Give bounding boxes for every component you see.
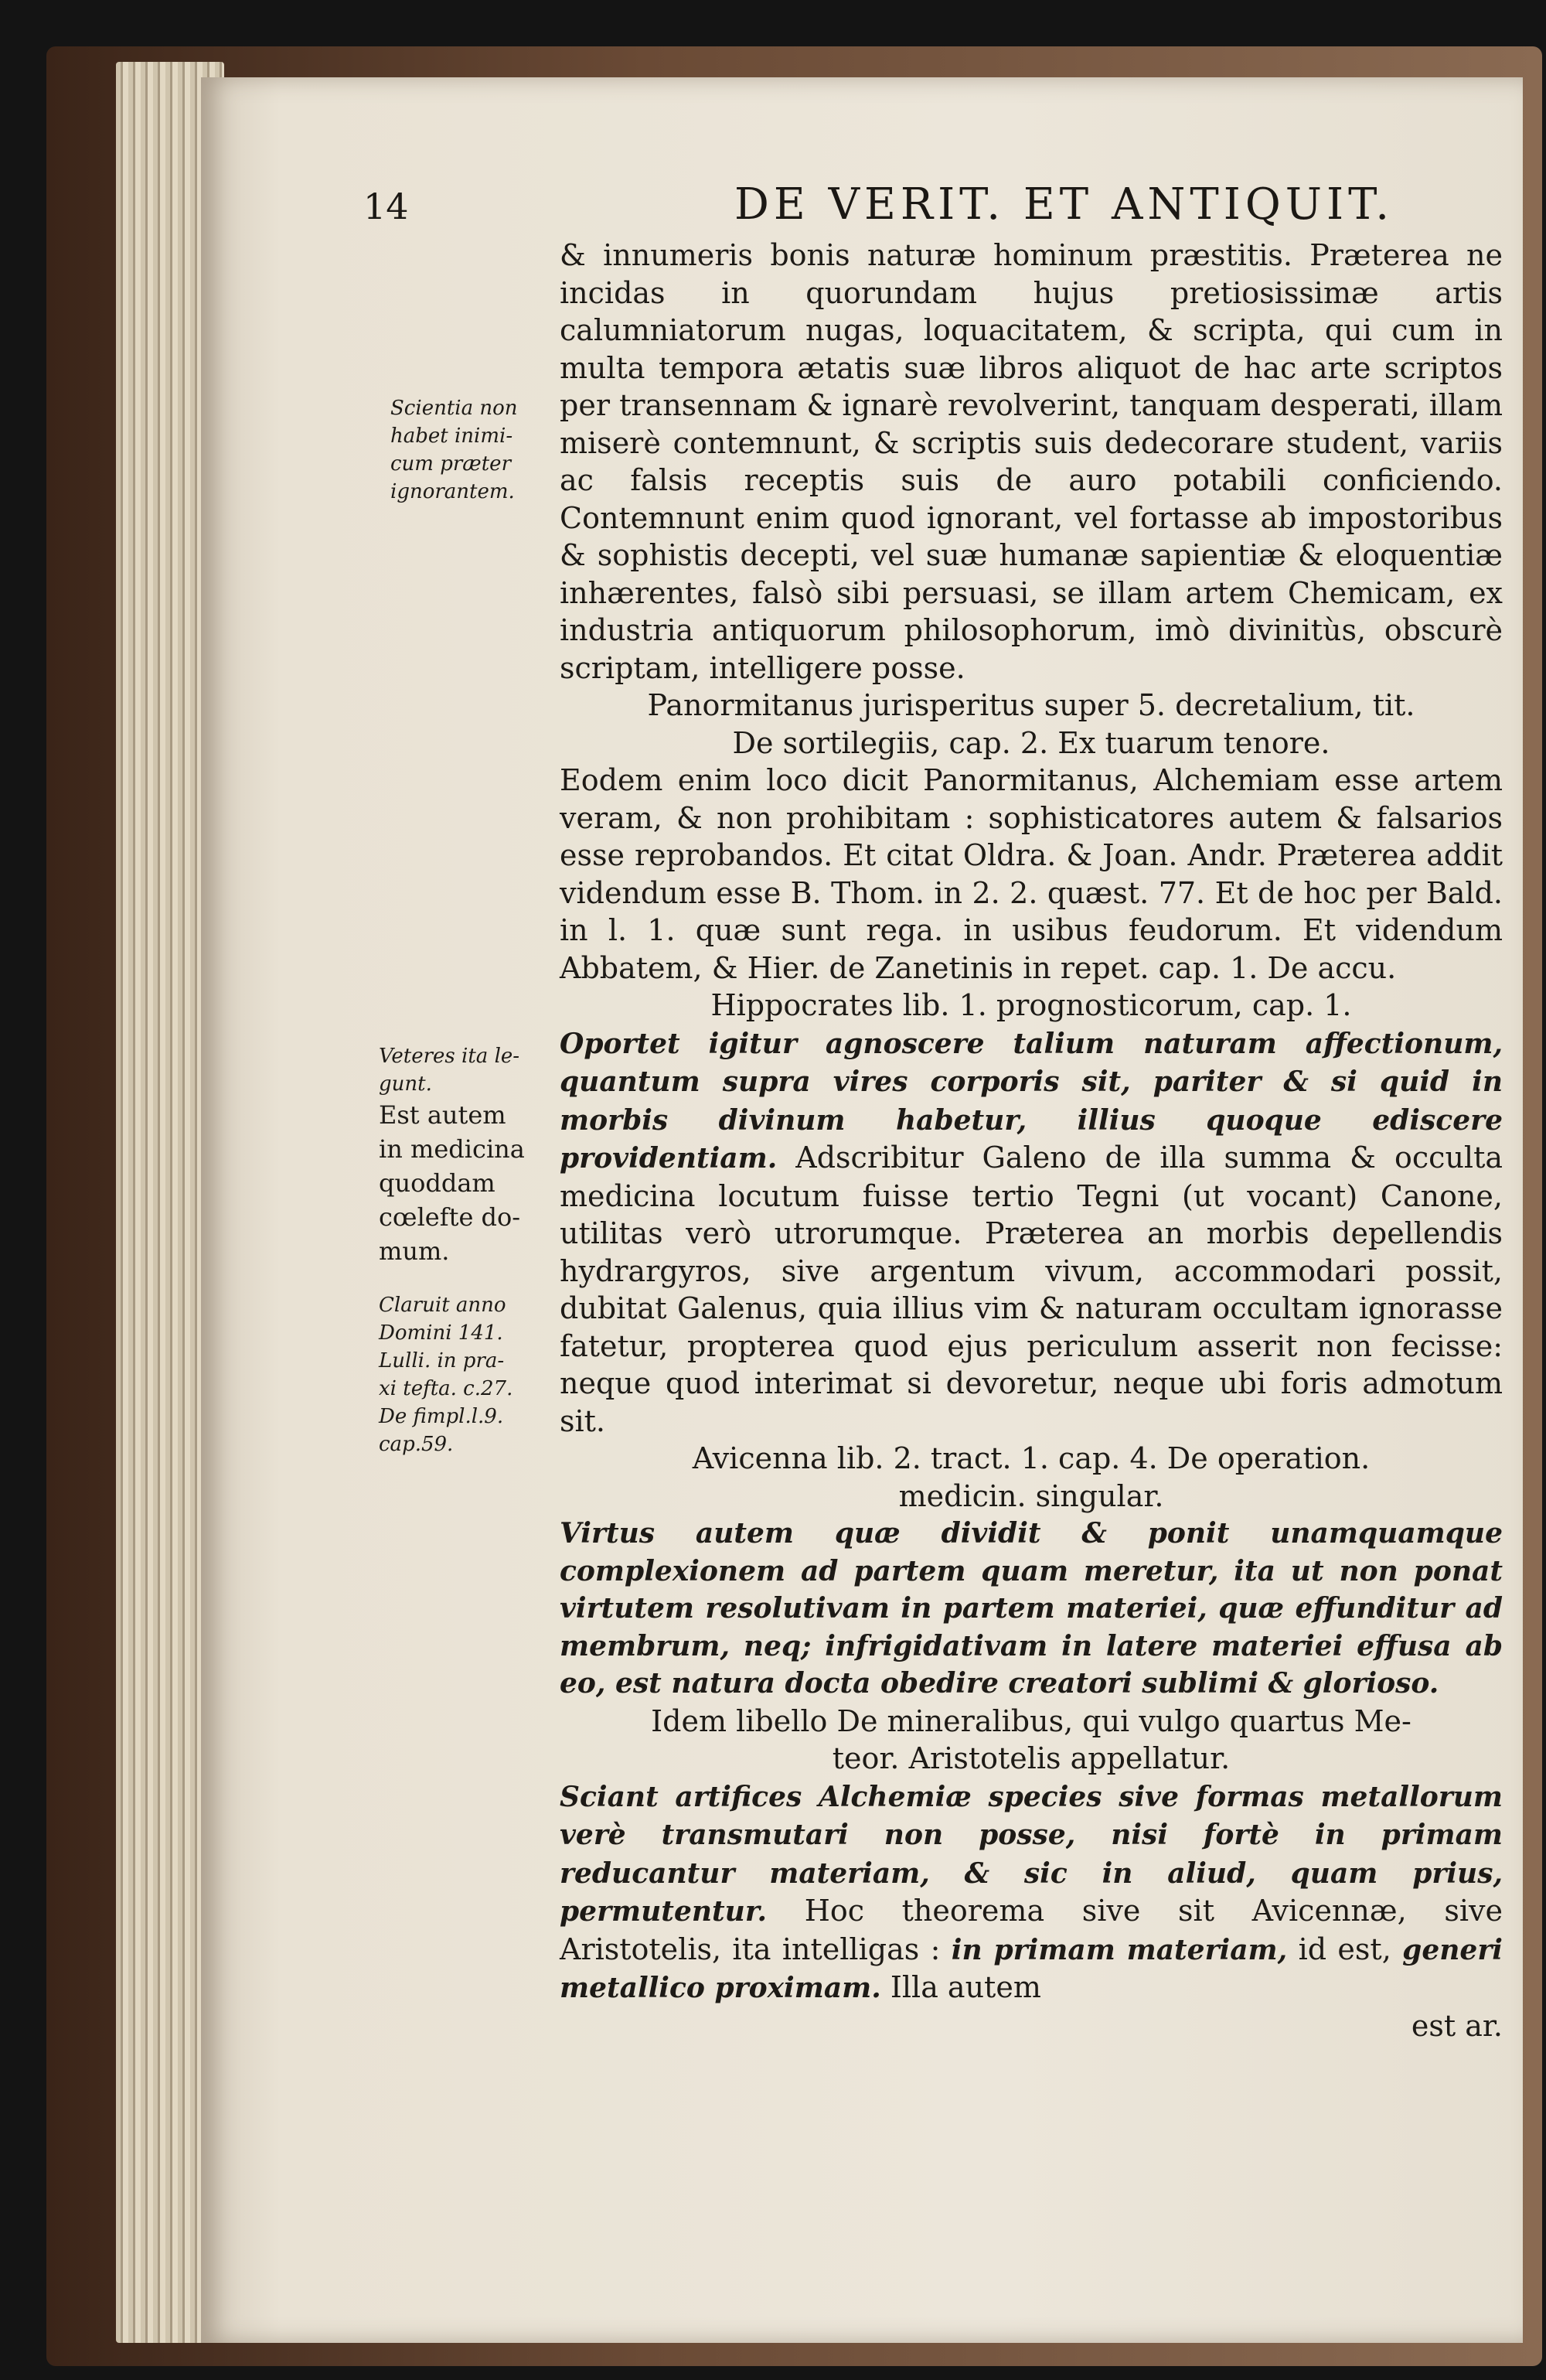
paragraph-text: Adscribitur Galeno de illa summa & occulta medicina locutum fuisse tertio Tegni (ut vocant) Canone, utilitas verò utrorumque. Præterea an morbis depellendis hydrargyros, sive argentum vivum, accommodari possit, dubitat Galenus, quia illius vim & naturam occultam ignorasse fatetur, propterea quod ejus periculum asserit non fecisse: neque quod interimat si devoretur, neque ubi foris admotum sit. xyxy=(560,1141,1503,1438)
page-number: 14 xyxy=(363,186,409,227)
citation-heading: Panormitanus jurisperitus super 5. decretalium, tit. xyxy=(647,688,1415,722)
margin-note-claruit: Claruit anno Domini 141. Lulli. in pra- xi tefta. c.27. De fimpl.l.9. cap.59. xyxy=(379,1294,513,1456)
paragraph: & innumeris bonis naturæ hominum præstitis. Præterea ne incidas in quorundam hujus pretiosissimæ artis calumniatorum nugas, loquacitatem, & scripta, qui cum in multa tempora ætatis suæ libros aliquot de hac arte scriptos per transennam & ignarè revolverint, tanquam desperati, illam miserè contemnunt, & scriptis suis dedecorare student, variis ac falsis receptis suis de auro potabili conficiendo. Contemnunt enim quod ignorant, vel fortasse ab impostoribus & sophistis decepti, vel suæ humanæ sapientiæ & eloquentiæ inhærentes, falsò sibi persuasi, se illam artem Chemicam, ex industria antiquorum philosophorum, imò divinitùs, obscurè scriptam, intelligere posse. xyxy=(560,238,1503,685)
quotation-paragraph xyxy=(560,1025,1503,1441)
citation-heading: Idem libello De mineralibus, qui vulgo quartus Me- xyxy=(651,1703,1411,1738)
page-header xyxy=(363,179,1461,240)
citation-heading: teor. Aristotelis appellatur. xyxy=(832,1741,1231,1775)
margin-note-veteres: Veteres ita le- gunt. xyxy=(379,1045,520,1096)
quotation: Virtus autem quæ dividit & ponit unamquamque complexionem ad partem quam meretur, ita ut non ponat virtutem resolutivam in partem materiei, quæ effunditur ad membrum, neq; infrigidativam in latere materiei effusa ab eo, est natura docta obedire creatori sublimi & glorioso. xyxy=(560,1517,1503,1700)
margin-note-est-autem: Est autem in medicina quoddam cœlefte do- mum. xyxy=(379,1100,525,1266)
quotation-paragraph: Sciant artifices Alchemiæ species sive formas metallorum verè transmutari non posse, nisi fortè in primam reducantur materiam, & sic in aliud, quam prius, permutentur. Hoc theorema sive sit Avicennæ, sive Aristotelis, ita intelligas : in primam materiam, id est, generi metallico proximam. Illa autem xyxy=(560,1780,1503,2004)
catchword: est ar. xyxy=(1411,2008,1503,2043)
running-title: DE VERIT. ET ANTIQUIT. xyxy=(734,179,1394,230)
citation-heading: Avicenna lib. 2. tract. 1. cap. 4. De operation. xyxy=(692,1441,1371,1475)
margin-note-scientia: Scientia non habet inimi- cum præter ignorantem. xyxy=(390,397,518,503)
citation-heading: Hippocrates lib. 1. prognosticorum, cap. 1. xyxy=(710,988,1352,1022)
citation-heading: medicin. singular. xyxy=(898,1478,1164,1513)
paragraph: Eodem enim loco dicit Panormitanus, Alchemiam esse artem veram, & non prohibitam : sophisticatores autem & falsarios esse reprobandos. Et citat Oldra. & Joan. Andr. Præterea addit videndum esse B. Thom. in 2. 2. quæst. 77. Et de hoc per Bald. in l. 1. quæ sunt rega. in usibus feudorum. Et videndum Abbatem, & Hier. de Zanetinis in repet. cap. 1. De accu. xyxy=(560,763,1503,985)
citation-heading: De sortilegiis, cap. 2. Ex tuarum tenore. xyxy=(732,725,1330,760)
quotation: Sciant artifices Alchemiæ species sive formas metallorum verè transmutari non posse, nisi fortè in primam reducantur materiam, & sic in aliud, quam prius, permutentur. xyxy=(560,1780,1503,1928)
main-text xyxy=(560,237,1503,2044)
quotation: Oportet igitur agnoscere talium naturam affectionum, quantum supra vires corporis sit, pariter & si quid in morbis divinum habetur, illius quoque ediscere providentiam. xyxy=(560,1027,1503,1175)
